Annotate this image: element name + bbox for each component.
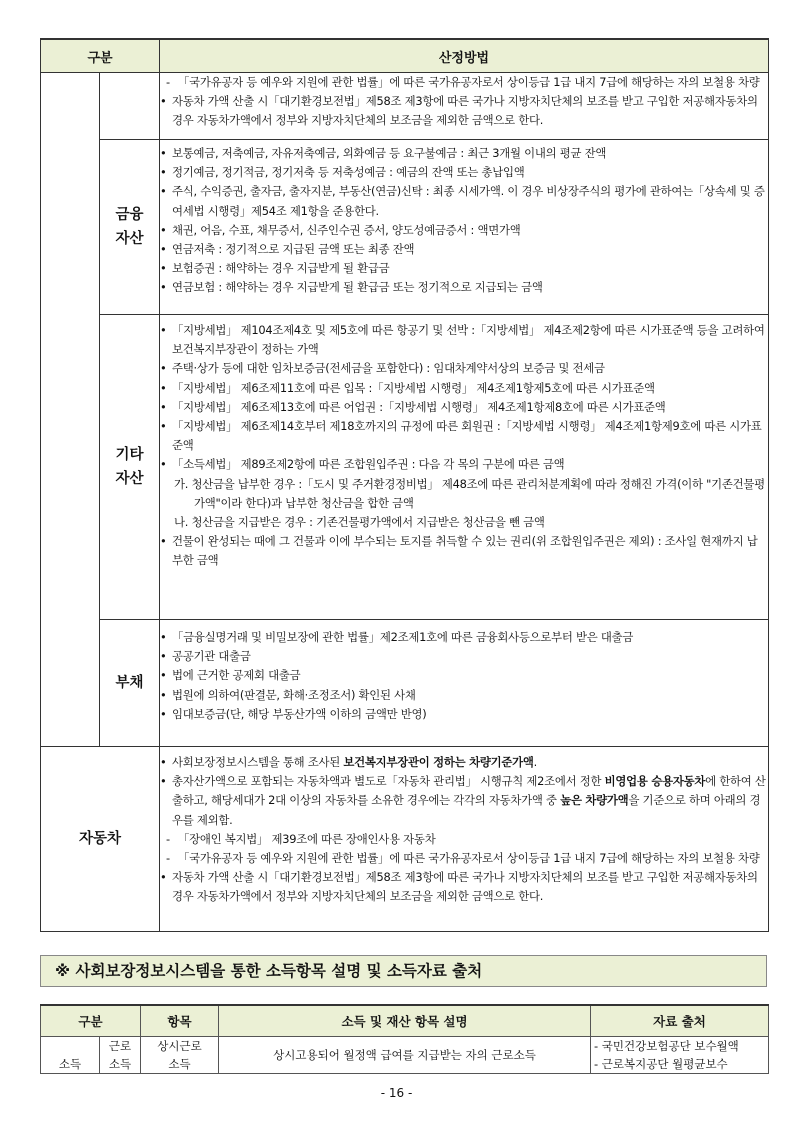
row-continued-label: [100, 73, 160, 140]
list-item: - 「국가유공자 등 예우와 지원에 관한 법률」에 따른 국가유공자로서 상이등급 1급 내지 7급에 해당하는 자의 보철용 차량: [164, 73, 768, 92]
list-item: • 자동차 가액 산출 시「대기환경보전법」제58조 제3항에 따른 국가나 지방자치단체의 보조를 받고 구입한 저공해자동차의 경우 자동차가액에서 정부와 지방자치단체의 보조금을 제외한 금액으로 한다.: [160, 92, 768, 130]
list-subitem: 가. 청산금을 납부한 경우 :「도시 및 주거환경정비법」 제48조에 따른 관리처분계획에 따라 정해진 가격(이하 "기존건물평가액"이라 한다)과 납부한 청산금을 합한 금액: [174, 476, 765, 510]
list-item: • 「지방세법」 제6조제14호부터 제18호까지의 규정에 따른 회원권 :「지방세법 시행령」 제4조제1항제9호에 따른 시가표준액: [160, 417, 768, 455]
header-division: 구분: [41, 39, 160, 73]
liabilities-content: [160, 620, 769, 747]
financial-assets-content: [160, 140, 769, 315]
list-item: - 「국가유공자 등 예우와 지원에 관한 법률」에 따른 국가유공자로서 상이등급 1급 내지 7급에 해당하는 자의 보철용 차량: [164, 849, 768, 868]
income-source: - 국민건강보험공단 보수월액 - 근로복지공단 월평균보수: [591, 1037, 769, 1074]
list-item: • 공공기관 대출금: [160, 647, 768, 666]
list-item: • 사회보장정보시스템을 통해 조사된 보건복지부장관이 정하는 차량기준가액.: [160, 753, 768, 772]
income-description: 상시고용되어 월정액 급여를 지급받는 자의 근로소득: [219, 1037, 591, 1074]
list-item: • 연금보험 : 해약하는 경우 지급받게 될 환급금 또는 정기적으로 지급되는 금액: [160, 278, 768, 297]
list-item: • 총자산가액으로 포함되는 자동차액과 별도로「자동차 관리법」 시행규칙 제2조에서 정한 비영업용 승용자동차에 한하여 산출하고, 해당세대가 2대 이상의 자동차를 소유한 경우에는 각각의 자동차가액 중 높은 차량가액을 기준으로 하며 아래의 경우를 제외함.: [160, 772, 768, 830]
other-assets-label: 기타 자산: [100, 315, 160, 620]
list-item: • 보통예금, 저축예금, 자유저축예금, 외화예금 등 요구불예금 : 최근 3개월 이내의 평균 잔액: [160, 144, 768, 163]
list-item: • 보험증권 : 해약하는 경우 지급받게 될 환급금: [160, 259, 768, 278]
list-item: - 「장애인 복지법」 제39조에 따른 장애인사용 자동차: [164, 830, 768, 849]
list-item: • 「금융실명거래 및 비밀보장에 관한 법률」제2조제1호에 따른 금융회사등으로부터 받은 대출금: [160, 628, 768, 647]
list-item: • 법원에 의하여(판결문, 화해·조정조서) 확인된 사채: [160, 686, 768, 705]
list-item: • 임대보증금(단, 해당 부동산가액 이하의 금액만 반영): [160, 705, 768, 724]
list-subitem: 나. 청산금을 지급받은 경우 : 기존건물평가액에서 지급받은 청산금을 뺀 금액: [174, 515, 545, 530]
income-item: 상시근로 소득: [141, 1037, 219, 1074]
vehicle-label: 자동차: [41, 747, 160, 932]
header-method: 산정방법: [160, 39, 769, 73]
income-category: 소득: [41, 1037, 100, 1074]
header-description: 소득 및 재산 항목 설명: [219, 1005, 591, 1037]
list-item: • 「지방세법」 제6조제13호에 따른 어업권 :「지방세법 시행령」 제4조제1항제8호에 따른 시가표준액: [160, 398, 768, 417]
page-number: - 16 -: [380, 1086, 413, 1100]
list-item: • 건물이 완성되는 때에 그 건물과 이에 부수되는 토지를 취득할 수 있는 권리(위 조합원입주권은 제외) : 조사일 현재까지 납부한 금액: [160, 532, 768, 570]
list-item: • 「지방세법」 제104조제4호 및 제5호에 따른 항공기 및 선박 :「지방세법」 제4조제2항에 따른 시가표준액 등을 고려하여 보건복지부장관이 정하는 가액: [160, 321, 768, 359]
list-item: • 「소득세법」 제89조제2항에 따른 조합원입주권 : 다음 각 목의 구분에 따른 금액: [160, 455, 768, 474]
liabilities-label: 부채: [100, 620, 160, 747]
list-item: • 주식, 수익증권, 출자금, 출자지분, 부동산(연금)신탁 : 최종 시세가액. 이 경우 비상장주식의 평가에 관하여는「상속세 및 증여세법 시행령」제54조 제1항을 준용한다.: [160, 182, 768, 220]
list-item: • 채권, 어음, 수표, 채무증서, 신주인수권 증서, 양도성예금증서 : 액면가액: [160, 221, 768, 240]
list-item: • 자동차 가액 산출 시「대기환경보전법」제58조 제3항에 따른 국가나 지방자치단체의 보조를 받고 구입한 저공해자동차의 경우 자동차가액에서 정부와 지방자치단체의 보조금을 제외한 금액으로 한다.: [160, 868, 768, 906]
header-item: 항목: [141, 1005, 219, 1037]
list-item: • 정기예금, 정기적금, 정기저축 등 저축성예금 : 예금의 잔액 또는 총납입액: [160, 163, 768, 182]
list-item: • 연금저축 : 정기적으로 지급된 금액 또는 최종 잔액: [160, 240, 768, 259]
row-continued-content: [160, 73, 769, 140]
list-item: • 주택·상가 등에 대한 임차보증금(전세금을 포함한다) : 임대차계약서상의 보증금 및 전세금: [160, 359, 768, 378]
income-subcategory: 근로 소득: [100, 1037, 141, 1074]
list-item: • 법에 근거한 공제회 대출금: [160, 666, 768, 685]
income-section-banner: ※ 사회보장정보시스템을 통한 소득항목 설명 및 소득자료 출처: [40, 955, 767, 987]
financial-assets-label: 금융 자산: [100, 140, 160, 315]
vehicle-content: [160, 747, 769, 932]
header-division: 구분: [41, 1005, 141, 1037]
list-item: • 「지방세법」 제6조제11호에 따른 입목 :「지방세법 시행령」 제4조제1항제5호에 따른 시가표준액: [160, 379, 768, 398]
income-source-table: [40, 1004, 769, 1074]
category-asset-blank: [41, 73, 100, 747]
asset-calculation-table: [40, 38, 769, 932]
other-assets-content: [160, 315, 769, 620]
header-source: 자료 출처: [591, 1005, 769, 1037]
